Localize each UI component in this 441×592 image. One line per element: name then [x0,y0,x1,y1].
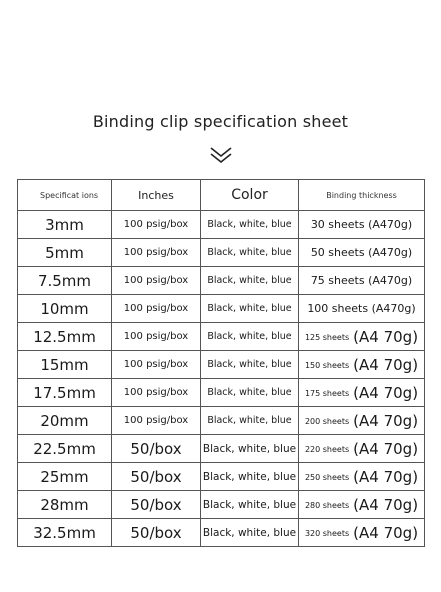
size-cell: 7.5mm [18,267,112,295]
color-cell: Black, white, blue [201,267,299,295]
thickness-cell [299,351,425,379]
sheets-count: 220 sheets [304,444,350,454]
thickness-cell [299,491,425,519]
header-binding-thickness: Binding thickness [299,180,425,211]
paper-spec: (A4 70g) [353,524,419,543]
thickness-cell: 50 sheets (A470g) [299,239,425,267]
size-cell: 25mm [18,463,112,491]
size-cell: 3mm [18,211,112,239]
thickness-cell [299,519,425,547]
color-cell: Black, white, blue [201,351,299,379]
thickness-cell: 100 sheets (A470g) [299,295,425,323]
paper-spec: (A4 70g) [353,440,419,459]
quantity-cell: 50/box [112,435,201,463]
thickness-cell [299,435,425,463]
color-cell: Black, white, blue [201,211,299,239]
color-cell: Black, white, blue [201,407,299,435]
table-row [18,351,425,379]
paper-spec: (A4 70g) [353,412,419,431]
quantity-cell: 50/box [112,491,201,519]
page-title: Binding clip specification sheet [92,112,349,131]
specification-table [17,179,425,547]
header-inches: Inches [112,180,201,211]
table-row [18,267,425,295]
paper-spec: (A4 70g) [353,468,419,487]
color-cell: Black, white, blue [201,463,299,491]
table-row [18,323,425,351]
header-specifications: Specificat ions [18,180,112,211]
color-cell: Black, white, blue [201,379,299,407]
table-row [18,491,425,519]
table-row [18,519,425,547]
sheets-count: 125 sheets [304,332,350,342]
thickness-cell [299,463,425,491]
quantity-cell: 100 psig/box [112,211,201,239]
sheets-count: 250 sheets [304,472,350,482]
color-cell: Black, white, blue [201,323,299,351]
sheets-count: 280 sheets [304,500,350,510]
size-cell: 10mm [18,295,112,323]
quantity-cell: 50/box [112,463,201,491]
color-cell: Black, white, blue [201,491,299,519]
sheets-count: 320 sheets [304,528,350,538]
table-row [18,407,425,435]
paper-spec: (A4 70g) [353,496,419,515]
paper-spec: (A4 70g) [353,384,419,403]
table-row [18,463,425,491]
size-cell: 12.5mm [18,323,112,351]
table-row [18,295,425,323]
sheets-count: 175 sheets [304,388,350,398]
header-color: Color [201,180,299,211]
thickness-cell [299,379,425,407]
quantity-cell: 100 psig/box [112,267,201,295]
paper-spec: (A4 70g) [353,356,419,375]
thickness-cell: 75 sheets (A470g) [299,267,425,295]
quantity-cell: 100 psig/box [112,407,201,435]
quantity-cell: 100 psig/box [112,379,201,407]
quantity-cell: 100 psig/box [112,323,201,351]
table-row [18,239,425,267]
color-cell: Black, white, blue [201,519,299,547]
quantity-cell: 50/box [112,519,201,547]
size-cell: 20mm [18,407,112,435]
quantity-cell: 100 psig/box [112,239,201,267]
double-chevron-down-icon [209,146,233,164]
quantity-cell: 100 psig/box [112,295,201,323]
color-cell: Black, white, blue [201,239,299,267]
size-cell: 32.5mm [18,519,112,547]
sheets-count: 200 sheets [304,416,350,426]
size-cell: 28mm [18,491,112,519]
sheets-count: 150 sheets [304,360,350,370]
size-cell: 15mm [18,351,112,379]
color-cell: Black, white, blue [201,435,299,463]
size-cell: 22.5mm [18,435,112,463]
thickness-cell [299,407,425,435]
quantity-cell: 100 psig/box [112,351,201,379]
thickness-cell [299,323,425,351]
size-cell: 17.5mm [18,379,112,407]
color-cell: Black, white, blue [201,295,299,323]
table-row [18,211,425,239]
paper-spec: (A4 70g) [353,328,419,347]
table-row [18,435,425,463]
table-header-row [18,180,425,211]
thickness-cell: 30 sheets (A470g) [299,211,425,239]
table-row [18,379,425,407]
size-cell: 5mm [18,239,112,267]
